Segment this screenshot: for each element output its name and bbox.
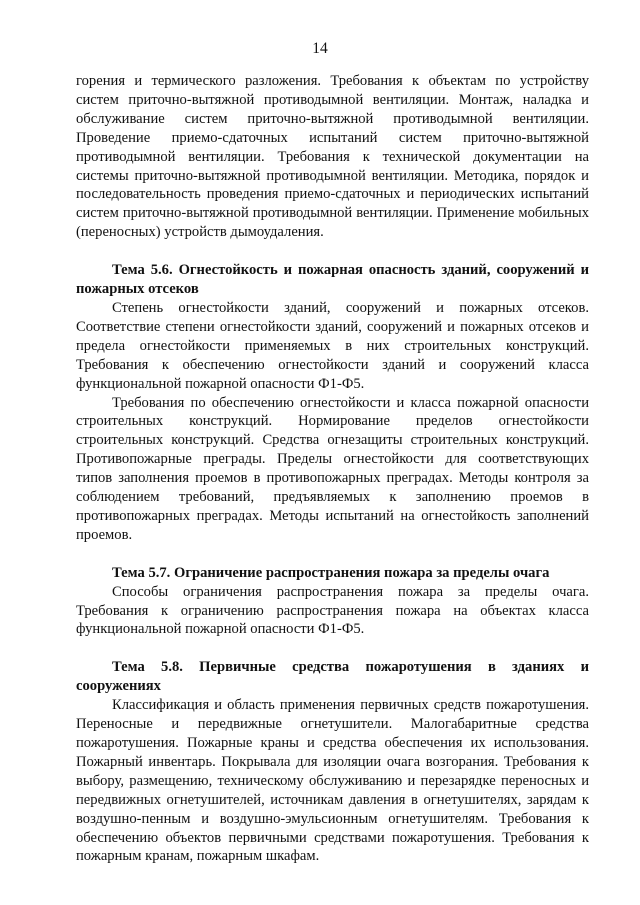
intro-paragraph: горения и термического разложения. Требования к объектам по устройству систем приточно-вытяжной противодымной вентиляции. Монтаж, наладка и обслуживание систем приточно-вытяжной противодымной вентиляции. Проведение приемо-сдаточных испытаний систем приточно-вытяжной противодымной вентиляции. Требования к технической документации на системы приточно-вытяжной противодымной вентиляции. Методика, порядок и последовательность проведения приемо-сдаточных и периодических испытаний систем приточно-вытяжной противодымной вентиляции. Применение мобильных (переносных) устройств дымоудаления. xyxy=(76,73,589,241)
page-content xyxy=(76,72,589,866)
section-heading: Тема 5.6. Огнестойкость и пожарная опасность зданий, сооружений и пожарных отсеков xyxy=(76,262,589,298)
section-topic-5-8 xyxy=(76,658,589,866)
section-paragraph: Способы ограничения распространения пожара за пределы очага. Требования к ограничению распространения пожара на объектах класса функциональной пожарной опасности Ф1-Ф5. xyxy=(76,583,589,638)
section-topic-5-6 xyxy=(76,261,589,545)
section-heading: Тема 5.8. Первичные средства пожаротушения в зданиях и сооружениях xyxy=(76,659,589,695)
section-topic-5-7 xyxy=(76,564,589,640)
section-paragraph: Требования по обеспечению огнестойкости и класса пожарной опасности строительных конструкций. Нормирование пределов огнестойкости строительных конструкций. Средства огнезащиты строительных конструкций. Противопожарные преграды. Пределы огнестойкости для соответствующих типов заполнения проемов в противопожарных преградах. Методы контроля за соблюдением требований, предъявляемых к заполнению проемов в противопожарных преградах. Методы испытаний на огнестойкость заполнений проемов. xyxy=(76,394,589,543)
section-paragraph: Классификация и область применения первичных средств пожаротушения. Переносные и передвижные огнетушители. Малогабаритные средства пожаротушения. Пожарные краны и средства обеспечения их использования. Пожарный инвентарь. Покрывала для изоляции очага возгорания. Требования к выбору, размещению, техническому обслуживанию и перезарядке переносных и передвижных огнетушителей, источникам давления в огнетушителях, зарядам к воздушно-пенным и воздушно-эмульсионным огнетушителям. Требования к обеспечению объектов первичными средствами пожаротушения. Требования к пожарным кранам, пожарным шкафам. xyxy=(76,697,589,865)
page-number: 14 xyxy=(312,40,328,57)
section-paragraph: Степень огнестойкости зданий, сооружений и пожарных отсеков. Соответствие степени огнестойкости зданий, сооружений и пожарных отсеков и предела огнестойкости применяемых в них строительных конструкций. Требования к обеспечению огнестойкости зданий и сооружений класса функциональной пожарной опасности Ф1-Ф5. xyxy=(76,299,589,392)
section-heading: Тема 5.7. Ограничение распространения пожара за пределы очага xyxy=(112,564,550,581)
